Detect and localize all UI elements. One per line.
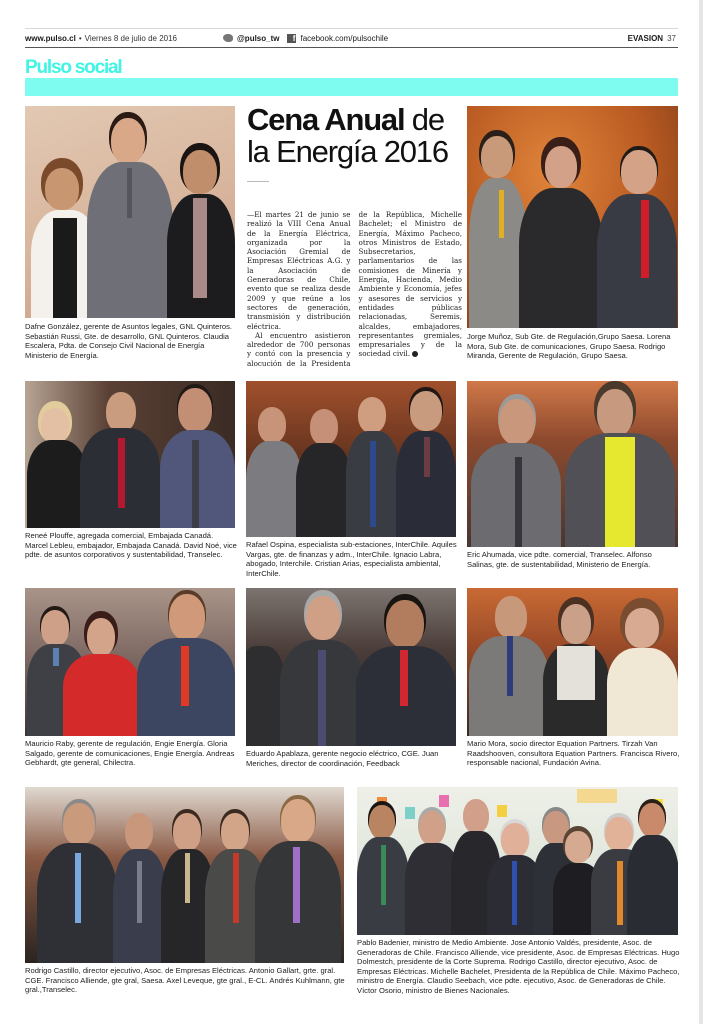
photo-6 — [25, 588, 235, 736]
photo-9-caption: Rodrigo Castillo, director ejecutivo, Asoc. de Empresas Eléctricas. Antonio Gallart, grte. gral. CGE. Francisco Alliende, gte gral, Saesa. Axel Leveque, gte gral., E-CL. Andrés Kuhlmann, gte gral.,Transelec. — [25, 966, 345, 995]
section-band — [25, 78, 678, 96]
paragraph-1: —El martes 21 de junio se realizó la VIII Cena Anual de la Energía Eléctrica, organizada por la Asociación Gremial de Empresas Eléctricas A.G. y la Asociación de Generadoras de Chile, evento que se realiza desde 2009 y que reúne a los sectores de generación, transmisión y distribución eléctrica. — [247, 210, 351, 331]
photo-4-caption: Rafael Ospina, especialista sub-estaciones, InterChile. Aquiles Vargas, gte. de finanzas y adm., InterChile. Ignacio Labra, abogado, Interchile. Cristian Arias, especialista ambiental, InterChile. — [246, 540, 457, 578]
photo-2 — [467, 106, 678, 328]
title-bold: Cena Anual — [247, 102, 405, 137]
masthead — [25, 28, 678, 48]
facebook-link[interactable]: facebook.com/pulsochile — [300, 33, 389, 43]
photo-3 — [25, 381, 235, 528]
photo-5 — [467, 381, 678, 547]
photo-7-caption: Eduardo Apablaza, gerente negocio eléctrico, CGE. Juan Meriches, director de coordinación, Feedback — [246, 749, 439, 768]
title-line-2: la Energía 2016 — [247, 134, 448, 169]
photo-2-caption: Jorge Muñoz, Sub Gte. de Regulación,Grupo Saesa. Lorena Mora, Sub Gte. de comunicaciones, Grupo Saesa. Rodrigo Miranda, Gerente de Regulación, Grupo Saesa. — [467, 332, 671, 361]
photo-8 — [467, 588, 678, 736]
section-title: Pulso social — [25, 57, 122, 78]
title-rest: de — [404, 102, 444, 137]
issue-date: Viernes 8 de julio de 2016 — [84, 33, 178, 43]
page-edge — [699, 0, 703, 1024]
photo-3-caption: Reneé Plouffe, agregada comercial, Embajada Canadá. Marcel Lebleu, embajador, Embajada Canadá. David Noé, vice pdte. de asuntos corporativos y sustentabilidad, Transelec. — [25, 531, 237, 560]
article-title — [247, 104, 462, 168]
page-number: 37 — [667, 33, 676, 43]
facebook-icon: f — [287, 34, 296, 43]
paragraph-2-text: Al encuentro asistieron alrededor de 700 personas y contó con la presencia y alocución de la Presidenta de la República, Michelle Bachelet; el Ministro de Energía, Máximo Pacheco, otros Ministros de Estado, Subsecretarios, parlamentarios de las comisiones de Minería y Energía, Hacienda, Medio Ambiente y Economía, jefes y asesores de servicios y entidades públicas relacionadas, Seremis, alcaldes, embajadores, representantes gremiales, empresariales y de la sociedad civil. — [247, 210, 462, 368]
photo-10 — [357, 787, 678, 935]
sep: • — [78, 33, 82, 43]
photo-6-caption: Mauricio Raby, gerente de regulación, Engie Energía. Gloria Salgado, gerente de comunicaciones, Engie Energía. Andreas Gebhardt, gte general, Chilectra. — [25, 739, 235, 768]
photo-5-caption: Eric Ahumada, vice pdte. comercial, Transelec. Alfonso Salinas, gte. de sustentabilidad, Ministerio de Energía. — [467, 550, 652, 569]
social-links — [223, 34, 388, 43]
photo-10-caption: Pablo Badenier, ministro de Medio Ambiente. Jose Antonio Valdés, presidente, Asoc. de Generadoras de Chile. Francisco Alliende, vice presidente, Asoc. de Empresas Eléctricas. Hugo Dolmestch, presidente de la Corte Suprema. Rodrigo Castillo, director ejecutivo, Asoc. de Empresas Eléctricas. Michelle Bachelet, Presidenta de la República de Chile. Máximo Pacheco, ministro de Energía. Claudio Seebach, vice pdte. ejecutivo, Asoc. de Generadoras de Chile. Víctor Osorio, ministro de Bienes Nacionales. — [357, 938, 680, 995]
photo-1-caption: Dafne González, gerente de Asuntos legales, GNL Quinteros. Sebastián Russi, Gte. de desarrollo, GNL Quinteros. Claudia Escalera, Pdta. de Consejo Civil Nacional de Energía Ministerio de Energía. — [25, 322, 232, 360]
site-url[interactable]: www.pulso.cl — [25, 33, 76, 43]
photo-1 — [25, 106, 235, 318]
photo-8-caption: Mario Mora, socio director Equation Partners. Tirzah Van Raadshooven, consultora Equation Partners. Francisca Rivero, responsable nacional, Fundación Avina. — [467, 739, 680, 768]
section-info — [628, 34, 676, 43]
end-mark-icon — [412, 351, 418, 357]
title-rule — [247, 181, 269, 182]
photo-7 — [246, 588, 456, 746]
photo-4 — [246, 381, 456, 537]
twitter-handle[interactable]: @pulso_tw — [237, 33, 280, 43]
section-name: EVASION — [627, 33, 664, 43]
photo-9 — [25, 787, 344, 963]
article-body — [247, 210, 462, 368]
twitter-bird-icon — [223, 34, 233, 42]
